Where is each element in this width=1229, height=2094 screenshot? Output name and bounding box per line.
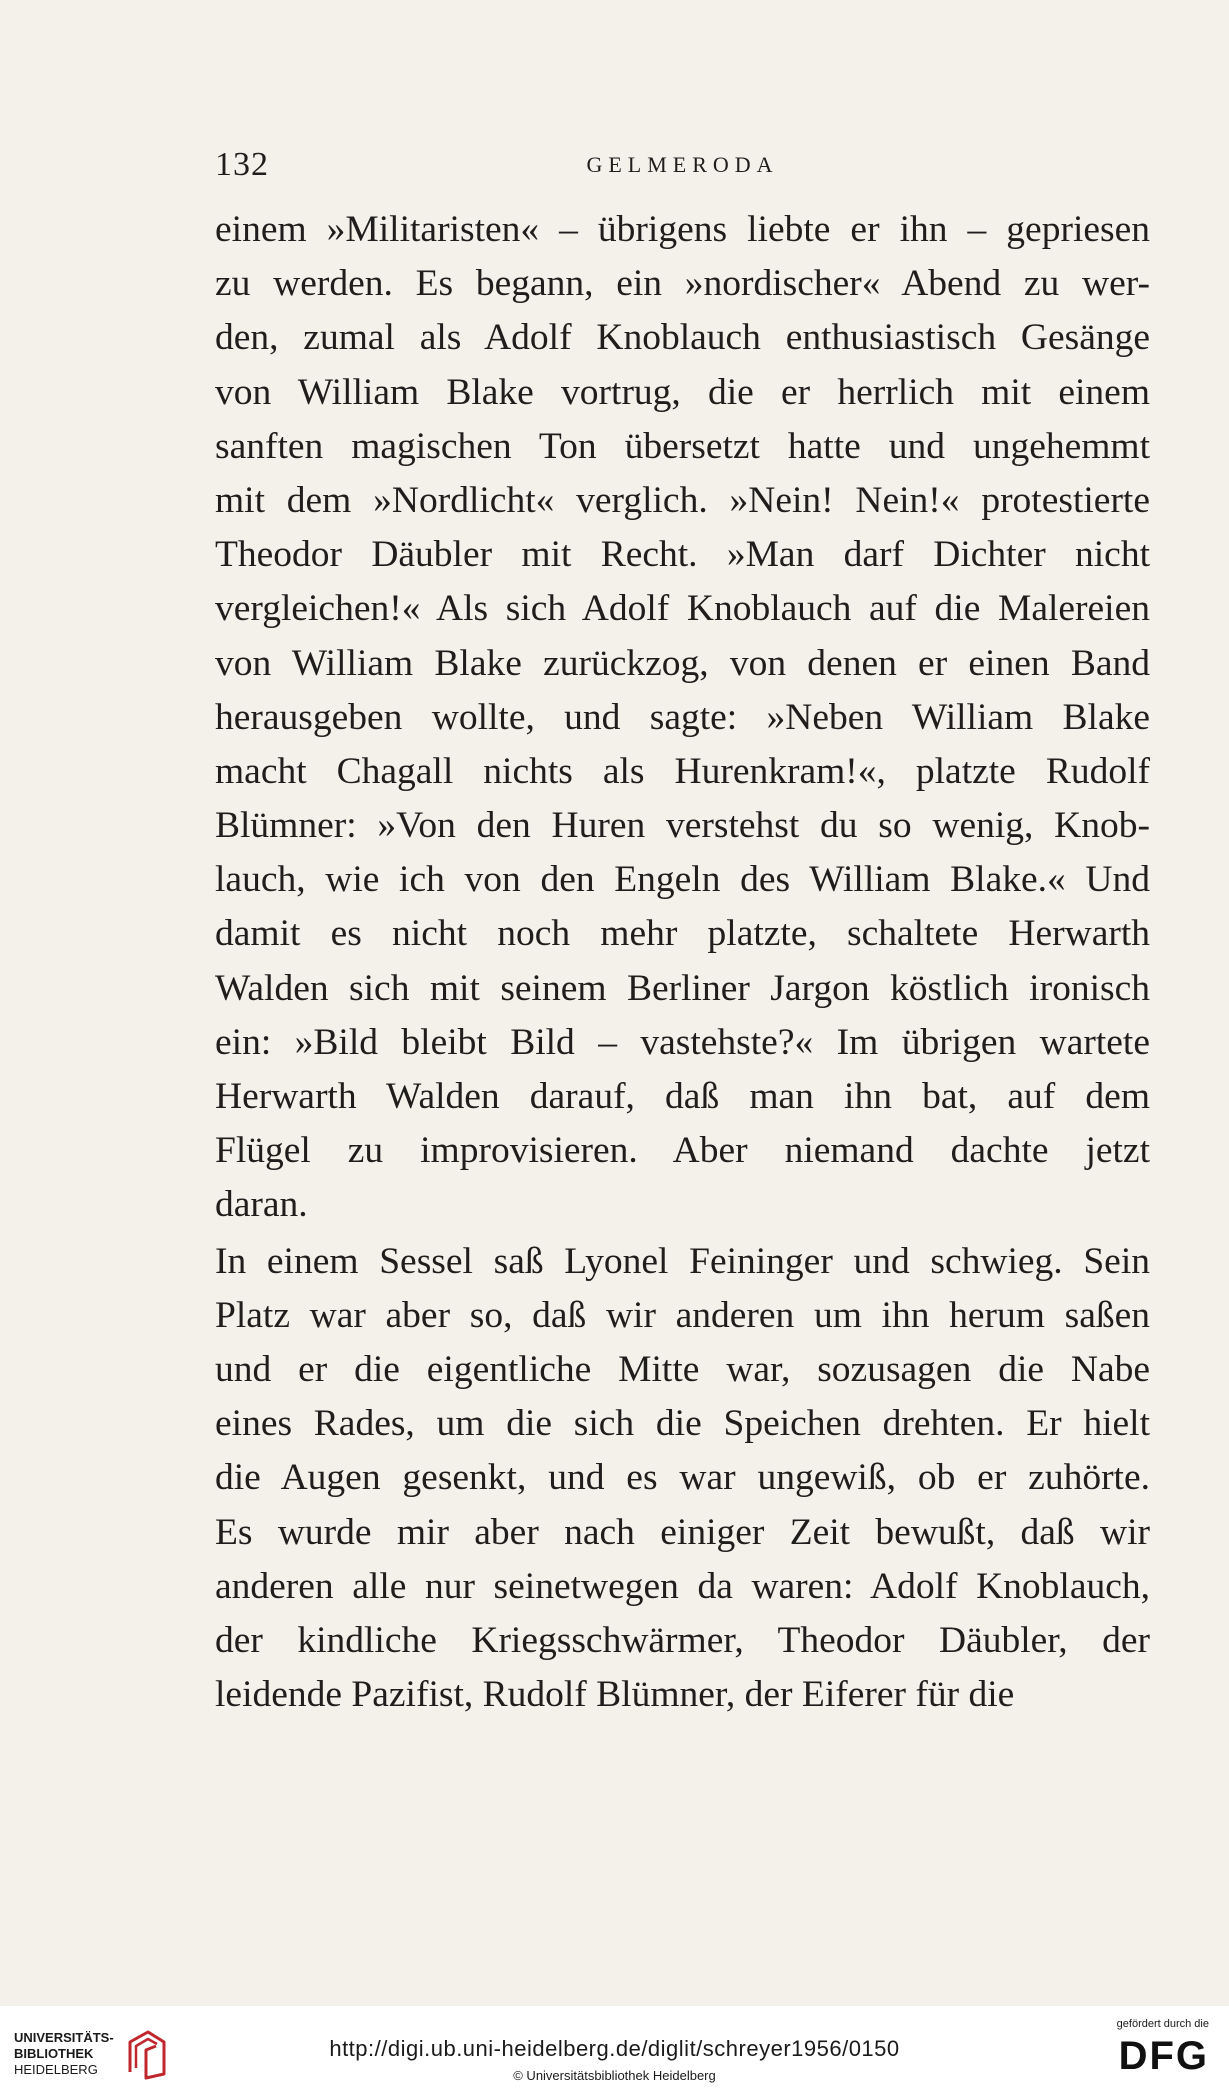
library-name-line1: UNIVERSITÄTS- bbox=[14, 2030, 114, 2045]
text-line: Walden sich mit seinem Berliner Jargon köstlich ironisch bbox=[215, 967, 1150, 1009]
funding-note: gefördert durch die bbox=[1116, 2018, 1209, 2030]
text-line: zu werden. Es begann, ein »nordischer« Abend zu wer- bbox=[215, 263, 1150, 305]
text-line: Blümner: »Von den Huren verstehst du so wenig, Knob- bbox=[215, 805, 1150, 847]
text-line: den, zumal als Adolf Knoblauch enthusiastisch Gesänge bbox=[215, 317, 1150, 359]
text-line: lauch, wie ich von den Engeln des William Blake.« Und bbox=[215, 859, 1150, 901]
text-line: von William Blake zurückzog, von denen er einen Band bbox=[215, 642, 1150, 684]
dfg-logo-text: DFG bbox=[1118, 2034, 1209, 2078]
running-head: GELMERODA bbox=[586, 152, 779, 177]
library-name-line2: BIBLIOTHEK bbox=[14, 2046, 94, 2061]
body-text bbox=[215, 203, 1150, 1722]
text-line: eines Rades, um die sich die Speichen drehten. Er hielt bbox=[215, 1403, 1150, 1445]
text-line: ein: »Bild bleibt Bild – vastehste?« Im übrigen wartete bbox=[215, 1021, 1150, 1063]
page-header bbox=[215, 146, 1150, 186]
text-line: Flügel zu improvisieren. Aber niemand dachte jetzt bbox=[215, 1130, 1150, 1172]
text-line: damit es nicht noch mehr platzte, schaltete Herwarth bbox=[215, 913, 1150, 955]
page-number: 132 bbox=[215, 146, 269, 183]
text-line: Es wurde mir aber nach einiger Zeit bewußt, daß wir bbox=[215, 1511, 1150, 1553]
text-line: von William Blake vortrug, die er herrlich mit einem bbox=[215, 371, 1150, 413]
text-line: vergleichen!« Als sich Adolf Knoblauch auf die Malereien bbox=[215, 588, 1150, 630]
text-line: herausgeben wollte, und sagte: »Neben William Blake bbox=[215, 696, 1150, 738]
text-line: sanften magischen Ton übersetzt hatte und ungehemmt bbox=[215, 425, 1150, 467]
text-line: Herwarth Walden darauf, daß man ihn bat, auf dem bbox=[215, 1076, 1150, 1117]
text-line: die Augen gesenkt, und es war ungewiß, ob er zuhörte. bbox=[215, 1457, 1150, 1499]
text-line: macht Chagall nichts als Hurenkram!«, platzte Rudolf bbox=[215, 750, 1150, 792]
library-name-line3: HEIDELBERG bbox=[14, 2062, 98, 2077]
text-line: mit dem »Nordlicht« verglich. »Nein! Nein!« protestierte bbox=[215, 479, 1150, 521]
text-line: einem »Militaristen« – übrigens liebte er ihn – gepriesen bbox=[215, 209, 1150, 250]
footer-bar bbox=[0, 2006, 1229, 2094]
text-line: anderen alle nur seinetwegen da waren: Adolf Knoblauch, bbox=[215, 1565, 1150, 1607]
source-url-link[interactable]: http://digi.ub.uni-heidelberg.de/diglit/schreyer1956/0150 bbox=[329, 2036, 900, 2061]
text-line: daran. bbox=[215, 1184, 308, 1226]
text-line: der kindliche Kriegsschwärmer, Theodor Däubler, der bbox=[215, 1619, 1150, 1661]
text-line: leidende Pazifist, Rudolf Blümner, der Eiferer für die bbox=[215, 1674, 1015, 1716]
text-line: In einem Sessel saß Lyonel Feininger und schwieg. Sein bbox=[215, 1240, 1150, 1282]
copyright-notice: © Universitätsbibliothek Heidelberg bbox=[513, 2068, 716, 2083]
text-line: und er die eigentliche Mitte war, sozusagen die Nabe bbox=[215, 1348, 1150, 1390]
dfg-logo bbox=[1089, 2018, 1209, 2088]
text-line: Theodor Däubler mit Recht. »Man darf Dichter nicht bbox=[215, 534, 1150, 576]
text-line: Platz war aber so, daß wir anderen um ihn herum saßen bbox=[215, 1294, 1150, 1336]
